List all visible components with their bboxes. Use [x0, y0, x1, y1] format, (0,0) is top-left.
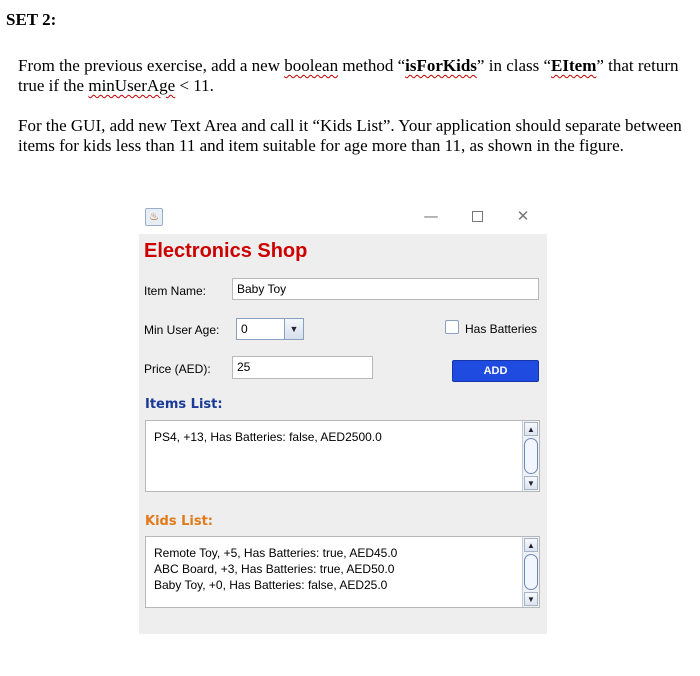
chevron-down-icon[interactable]: ▼ [284, 319, 303, 339]
list-item: PS4, +13, Has Batteries: false, AED2500.0 [154, 430, 382, 444]
scroll-thumb[interactable] [524, 554, 538, 590]
scroll-down-icon[interactable]: ▼ [524, 476, 538, 490]
para1-text-4: ” that return true if the [18, 56, 679, 95]
list-item: Baby Toy, +0, Has Batteries: false, AED25.0 [154, 578, 388, 592]
instruction-paragraph-2: For the GUI, add new Text Area and call it “Kids List”. Your application should separate between items for kids less than 11 and item suitable for age more than 11, as shown in the figure. [18, 116, 682, 155]
scroll-thumb[interactable] [524, 438, 538, 474]
scroll-up-icon[interactable]: ▲ [524, 422, 538, 436]
app-window [139, 198, 547, 634]
kids-list-lines [154, 545, 397, 593]
kids-list-label: Kids List: [145, 514, 213, 529]
java-cup-icon: ♨ [145, 208, 163, 226]
list-item: Remote Toy, +5, Has Batteries: true, AED45.0 [154, 546, 398, 560]
app-title: Electronics Shop [144, 240, 308, 262]
para1-word-isforkids: isForKids [405, 56, 477, 75]
para1-text-3: ” in class “ [476, 56, 552, 75]
has-batteries-checkbox[interactable] [445, 320, 459, 334]
para1-word-boolean: boolean [284, 56, 339, 75]
add-button[interactable]: ADD [452, 360, 539, 382]
close-button[interactable]: ✕ [516, 207, 530, 225]
para1-word-minuserage: minUserAge [88, 76, 176, 95]
para1-text-5: < 11. [175, 76, 214, 95]
price-label: Price (AED): [144, 362, 211, 376]
scroll-up-icon[interactable]: ▲ [524, 538, 538, 552]
maximize-button[interactable] [467, 206, 487, 226]
kids-list-scrollbar[interactable] [522, 537, 539, 607]
item-name-input[interactable]: Baby Toy [232, 278, 539, 300]
kids-list-textarea[interactable] [145, 536, 540, 608]
para1-text-1: From the previous exercise, add a new [18, 56, 285, 75]
window-content [139, 234, 547, 634]
min-user-age-combo[interactable] [236, 318, 304, 340]
para1-text-2: method “ [338, 56, 406, 75]
window-titlebar[interactable] [139, 198, 547, 234]
min-user-age-value: 0 [241, 322, 248, 336]
scroll-down-icon[interactable]: ▼ [524, 592, 538, 606]
item-name-label: Item Name: [144, 284, 207, 298]
items-list-textarea[interactable] [145, 420, 540, 492]
para1-word-eitem: EItem [551, 56, 597, 75]
min-user-age-label: Min User Age: [144, 323, 220, 337]
set-heading: SET 2: [6, 10, 57, 29]
instruction-paragraph-1 [18, 56, 686, 96]
items-list-scrollbar[interactable] [522, 421, 539, 491]
maximize-icon [472, 211, 483, 222]
items-list-label: Items List: [145, 397, 223, 412]
has-batteries-label: Has Batteries [465, 322, 538, 336]
items-list-lines [154, 429, 382, 445]
price-input[interactable]: 25 [232, 356, 373, 379]
minimize-button[interactable]: — [423, 207, 439, 225]
list-item: ABC Board, +3, Has Batteries: true, AED50.0 [154, 562, 395, 576]
